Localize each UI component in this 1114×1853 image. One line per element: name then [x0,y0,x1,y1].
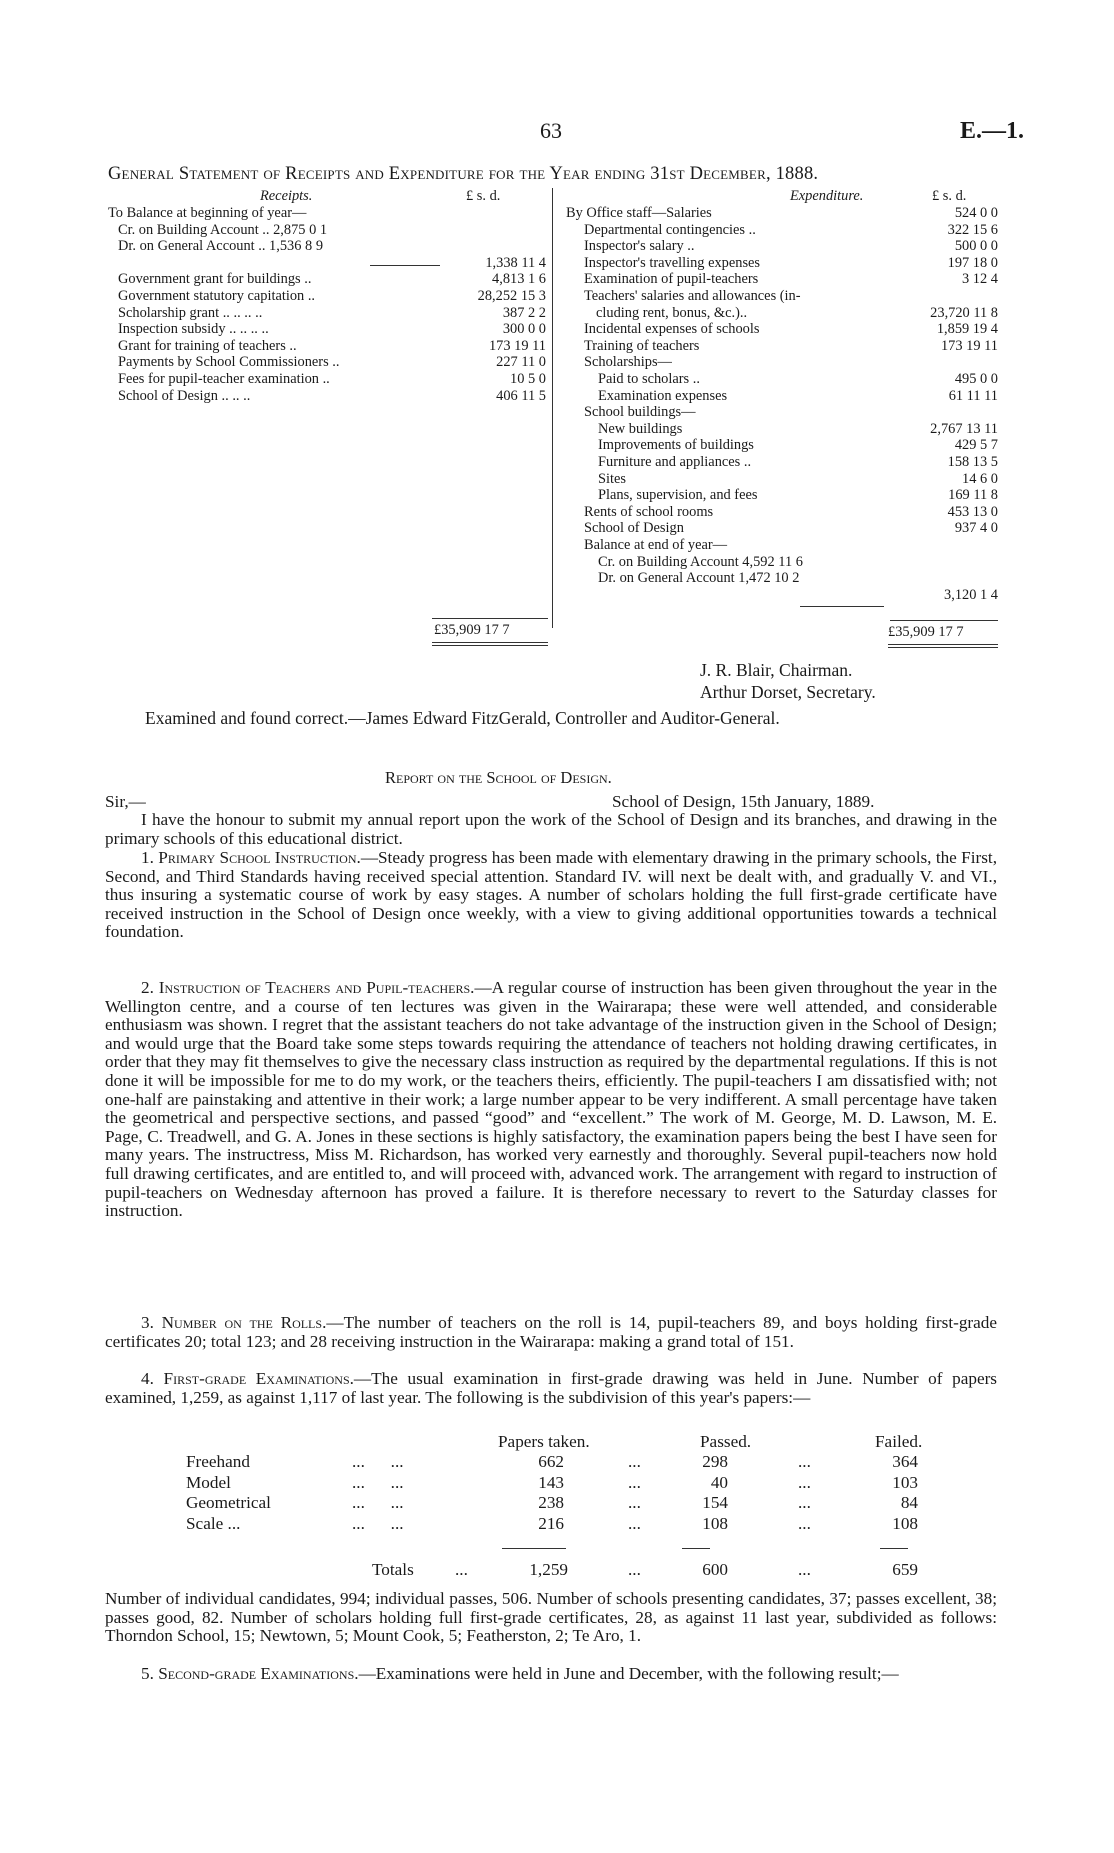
expenditure-line-amount: 453 13 0 [947,503,998,520]
exam-failed: 108 [892,1513,918,1533]
chairman-signature: J. R. Blair, Chairman. [700,660,853,680]
expenditure-line-label: Examination expenses [598,387,728,404]
expenditure-line-label: Rents of school rooms [584,503,714,520]
exam-passed: 154 [702,1493,728,1512]
expenditure-line-label: Incidental expenses of schools [584,321,760,338]
expenditure-line-amount: 173 19 11 [940,337,998,354]
expenditure-line-amount: 23,720 11 8 [930,304,998,321]
leader-dots: ... [628,1513,641,1533]
expenditure-line-label: New buildings [598,420,683,437]
exam-failed: 84 [900,1493,918,1512]
receipt-line-label: Fees for pupil-teacher examination .. [118,371,330,387]
expenditure-line-label: cluding rent, bonus, &c.).. [596,304,748,321]
expenditure-line-label: Teachers' salaries and allowances (in- [584,288,801,304]
leader-dots: ... [628,1560,641,1579]
expenditure-currency: £ s. d. [932,188,967,204]
expenditure-line-amount: 3 12 4 [962,271,998,288]
receipt-line-amount: 227 11 0 [496,354,546,371]
exam-totals-label: Totals [372,1560,414,1579]
receipt-line-amount: 300 0 0 [502,321,546,338]
paragraph-2 [105,979,997,1221]
report-title: Report on the School of Design. [385,768,612,787]
paragraph-1 [105,849,997,942]
paragraph-3 [105,1314,997,1351]
leader-dots: ... ... [352,1472,404,1492]
leader-dots: ... [798,1452,811,1471]
paragraph-5 [105,1665,997,1684]
col-header-failed: Failed. [875,1432,923,1451]
col-header-taken: Papers taken. [498,1432,590,1451]
dateline: School of Design, 15th January, 1889. [612,792,875,811]
expenditure-line-label: Departmental contingencies .. [584,221,756,238]
expenditure-total: £35,909 17 7 [888,624,964,640]
receipts-total: £35,909 17 7 [434,622,510,638]
leader-dots: ... [628,1452,641,1471]
expenditure-line-label: Improvements of buildings [598,437,754,454]
receipt-line-label: Government grant for buildings .. [118,271,312,288]
receipt-line-label: Inspection subsidy .. .. .. .. [118,321,269,338]
expenditure-line-amount: 61 11 11 [948,387,998,404]
paragraph-1-heading: 1. Primary School Instruction. [141,848,361,867]
receipt-line-amount: 1,338 11 4 [485,254,546,271]
paragraph-4-text: —The usual examination in first-grade drawing was held in June. Number of papers examined, 1,259, as against 1,117 of last year. The following is the subdivision of this year's papers:— [105,1369,997,1407]
expenditure-line-label: Dr. on General Account 1,472 10 2 [598,570,800,587]
leader-dots: ... [628,1472,641,1492]
exam-passed: 108 [702,1513,728,1533]
leader-dots: ... ... [352,1493,404,1512]
receipt-line-amount: 10 5 0 [510,371,546,387]
receipt-line-label: To Balance at beginning of year— [108,205,307,221]
receipts-total-double-rule [432,642,548,646]
paragraph-5-text: —Examinations were held in June and December, with the following result;— [358,1664,899,1683]
expenditure-total-rule [890,620,998,621]
paragraph-4-heading: 4. First-grade Examinations. [141,1369,354,1388]
leader-dots: ... [455,1560,468,1579]
exam-failed: 364 [892,1452,918,1471]
leader-dots: ... ... [352,1452,404,1471]
expenditure-line-label: Paid to scholars .. [598,371,700,387]
balance-subtotal-rule [800,606,884,607]
taken-total-rule [502,1548,566,1549]
exam-taken: 216 [538,1513,564,1533]
paragraph-2-heading: 2. Instruction of Teachers and Pupil-teachers. [141,978,475,997]
expenditure-line-amount: 322 15 6 [947,221,998,238]
expenditure-line-label: Cr. on Building Account 4,592 11 6 [598,553,803,570]
expenditure-line-amount: 524 0 0 [954,205,998,221]
leader-dots: ... [628,1493,641,1512]
leader-dots: ... ... [352,1513,404,1533]
expenditure-line-label: School of Design [584,520,684,537]
paragraph-5-heading: 5. Second-grade Examinations. [141,1664,359,1683]
expenditure-line-label: Plans, supervision, and fees [598,487,758,504]
paragraph-2-text: —A regular course of instruction has been given throughout the year in the Wellington centre, and a course of ten lectures was given in the Wairarapa; these were well attended, and considerable enthusiasm was shown. I regret that the assistant teachers do not take advantage of the instruction given in the School of Design; and would urge that the Board take some steps towards requiring the attendance of teachers not holding drawing certificates, in order that they may fit themselves to give the necessary class instruction as required by the departmental regulations. If this is not done it will be impossible for me to do my work, or the teachers theirs, efficiently. The pupil-teachers I am dissatisfied with; not one-half are painstaking and attentive in their work; a large number appear to be very indifferent. A small percentage have taken the geometrical and perspective sections, and passed “good” and “excellent.” The work of M. George, M. D. Lawson, M. E. Page, C. Treadwell, and G. A. Jones in these sections is highly satisfactory, the examination papers being the best I have seen for many years. The instructress, Miss M. Richardson, has worked very earnestly and thoroughly. Several pupil-teachers now hold full drawing certificates, and are entitled to, and will proceed with, advanced work. The arrangement with regard to instruction of pupil-teachers on Wednesday afternoon has proved a failure. It is therefore necessary to revert to the Saturday classes for instruction. [105,978,997,1221]
leader-dots: ... [798,1513,811,1533]
expenditure-line-label: School buildings— [584,404,696,421]
receipt-line-amount: 173 19 11 [488,337,546,354]
exam-subject: Model [186,1472,231,1492]
expenditure-line-label: Furniture and appliances .. [598,454,752,470]
exam-total-failed: 659 [892,1560,918,1579]
expenditure-line-amount: 3,120 1 4 [944,586,998,603]
leader-dots: ... [798,1493,811,1512]
paragraph-4b: Number of individual candidates, 994; individual passes, 506. Number of schools presenting candidates, 37; passes excellent, 38; passes good, 82. Number of scholars holding full first-grade certificates, 28, as against 11 last year, subdivided as follows: Thorndon School, 15; Newtown, 5; Mount Cook, 5; Featherston, 2; Te Aro, 1. [105,1589,997,1646]
exam-passed: 40 [710,1472,728,1492]
expenditure-line-label: By Office staff—Salaries [566,205,712,221]
document-code: E.—1. [960,118,1025,144]
leader-dots: ... [798,1472,811,1492]
expenditure-line-label: Sites [598,470,626,487]
receipt-line-label: Scholarship grant .. .. .. .. [118,304,263,321]
exam-passed: 298 [702,1452,728,1471]
expenditure-line-amount: 158 13 5 [947,454,998,470]
expenditure-line-amount: 1,859 19 4 [936,321,998,338]
subtotal-rule [370,265,440,266]
expenditure-line-label: Inspector's salary .. [584,238,695,255]
exam-subject: Scale ... [186,1513,241,1533]
receipt-line-label: Government statutory capitation .. [118,288,316,304]
expenditure-heading: Expenditure. [790,188,864,204]
expenditure-line-label: Balance at end of year— [584,537,728,553]
paragraph-4 [105,1370,997,1407]
expenditure-line-label: Scholarships— [584,354,672,371]
exam-taken: 238 [538,1493,564,1512]
exam-total-taken: 1,259 [529,1560,568,1579]
receipt-line-amount: 406 11 5 [496,387,546,404]
expenditure-line-amount: 500 0 0 [954,238,998,255]
receipt-line-amount: 387 2 2 [502,304,546,321]
paragraph-3-heading: 3. Number on the Rolls. [141,1313,327,1332]
receipts-total-rule [432,618,548,619]
exam-total-passed: 600 [702,1560,728,1579]
salutation: Sir,— [105,792,146,811]
failed-total-rule [880,1548,908,1549]
intro-paragraph: I have the honour to submit my annual report upon the work of the School of Design and its branches, and drawing in the primary schools of this educational district. [105,810,997,848]
expenditure-line-label: Inspector's travelling expenses [584,254,761,271]
receipt-line-amount: 28,252 15 3 [477,288,546,304]
receipt-line-label: Cr. on Building Account .. 2,875 0 1 [118,221,328,238]
receipts-heading: Receipts. [260,188,313,204]
expenditure-line-amount: 429 5 7 [954,437,998,454]
exam-subject: Geometrical [186,1493,271,1512]
auditor-examination: Examined and found correct.—James Edward FitzGerald, Controller and Auditor-General. [145,708,780,728]
statement-title: General Statement of Receipts and Expenditure for the Year ending 31st December, 1888. [108,164,819,184]
secretary-signature: Arthur Dorset, Secretary. [700,682,876,702]
receipt-line-label: School of Design .. .. .. [118,387,251,404]
receipt-line-label: Dr. on General Account .. 1,536 8 9 [118,238,324,255]
col-header-passed: Passed. [700,1432,752,1451]
expenditure-line-amount: 2,767 13 11 [930,420,998,437]
exam-failed: 103 [892,1472,918,1492]
receipt-line-label: Payments by School Commissioners .. [118,354,340,371]
receipt-line-amount: 4,813 1 6 [492,271,546,288]
expenditure-line-amount: 169 11 8 [948,487,998,504]
expenditure-line-label: Examination of pupil-teachers [584,271,759,288]
expenditure-line-amount: 495 0 0 [954,371,998,387]
expenditure-line-label: Training of teachers [584,337,700,354]
page-number: 63 [540,118,562,143]
exam-taken: 662 [538,1452,564,1471]
expenditure-total-double-rule [888,644,998,648]
passed-total-rule [682,1548,710,1549]
exam-subject: Freehand [186,1452,250,1471]
divider-line [552,188,553,628]
paragraph-1-text: —Steady progress has been made with elementary drawing in the primary schools, the First, Second, and Third Standards having received special attention. Standard IV. will next be dealt with, and gradually V. and VI., thus insuring a systematic course of work by easy stages. A number of scholars holding the full first-grade certificate have received instruction in the School of Design once weekly, with a view to giving additional opportunities towards a technical foundation. [105,848,997,942]
receipt-line-label: Grant for training of teachers .. [118,337,297,354]
leader-dots: ... [798,1560,811,1579]
paragraph-3-text: —The number of teachers on the roll is 14, pupil-teachers 89, and boys holding first-grade certificates 20; total 123; and 28 receiving instruction in the Wairarapa: making a grand total of 151. [105,1313,997,1351]
receipts-currency: £ s. d. [466,188,501,204]
expenditure-line-amount: 14 6 0 [962,470,998,487]
expenditure-line-amount: 197 18 0 [947,254,998,271]
exam-taken: 143 [538,1472,564,1492]
expenditure-line-amount: 937 4 0 [954,520,998,537]
